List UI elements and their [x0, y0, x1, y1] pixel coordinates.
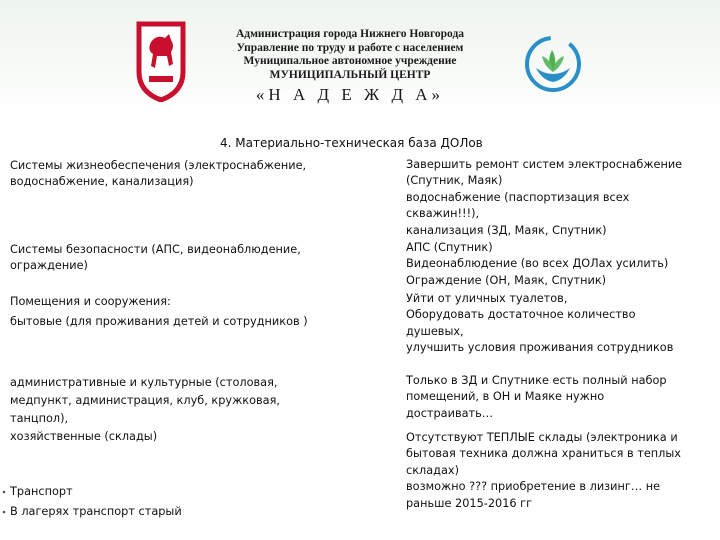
row-right-warehouses — [406, 430, 718, 512]
row-right-security — [406, 240, 718, 289]
hands-logo-icon — [522, 34, 584, 94]
org-line-3: Муниципальное автономное учреждение — [243, 55, 457, 67]
section-title: 4. Материально-техническая база ДОЛов — [220, 136, 483, 150]
text-line: Уйти от уличных туалетов, — [406, 292, 568, 305]
header-banner — [0, 0, 720, 122]
text-line: возможно ??? приобретение в лизинг… не — [406, 480, 661, 494]
row-right-admin — [406, 373, 718, 422]
text-line: помещений, в ОН и Маяке нужно — [406, 390, 605, 404]
text-line: раньше 2015-2016 гг — [406, 496, 533, 510]
text-line: складах) — [406, 463, 460, 477]
text-line: бытовая техника должна храниться в теплых — [406, 447, 681, 461]
text-line: Только в ЗД и Спутнике есть полный набор — [406, 374, 667, 387]
text-line: Завершить ремонт систем электроснабжение — [406, 158, 683, 171]
text-line: Ограждение (ОН, Маяк, Спутник) — [406, 273, 607, 287]
text-line: душевых, — [406, 324, 464, 338]
text-line: ограждение) — [10, 259, 88, 273]
text-line: достраивать… — [406, 406, 494, 420]
text-line: водоснабжение, канализация) — [10, 175, 194, 189]
text-line: Оборудовать достаточное количество — [406, 308, 636, 322]
text-line: улучшить условия проживания сотрудников — [406, 341, 674, 355]
text-line: Системы безопасности (АПС, видеонаблюдение, — [10, 243, 301, 256]
text-line: административные и культурные (столовая, — [10, 376, 278, 389]
row-left-premises — [10, 294, 380, 331]
header-text — [200, 28, 500, 108]
row-left-transport — [10, 482, 380, 522]
row-right-life-support — [406, 157, 718, 239]
text-line: скважин!!!), — [406, 207, 480, 221]
text-line: канализация (ЗД, Маяк, Спутник) — [406, 223, 607, 237]
org-line-1: Администрация города Нижнего Новгорода — [235, 28, 465, 40]
text-line: танцпол), — [10, 412, 69, 425]
org-name: «Н А Д Е Ж Д А» — [255, 85, 445, 104]
row-left-admin — [10, 374, 380, 446]
text-line: В лагерях транспорт старый — [10, 505, 182, 518]
text-line: Транспорт — [10, 485, 73, 498]
row-left-security — [10, 242, 380, 275]
text-line: медпункт, администрация, клуб, кружковая, — [10, 394, 280, 407]
text-line: Видеонаблюдение (во всех ДОЛах усилить) — [406, 257, 669, 271]
text-line: АПС (Спутник) — [406, 241, 493, 254]
text-line: (Спутник, Маяк) — [406, 174, 503, 188]
margin-dots — [2, 484, 6, 524]
text-line: бытовые (для проживания детей и сотрудников ) — [10, 315, 308, 329]
text-line: Системы жизнеобеспечения (электроснабжение, — [10, 159, 307, 172]
row-left-life-support — [10, 158, 380, 191]
text-line: водоснабжение (паспортизация всех — [406, 190, 630, 204]
row-right-premises — [406, 291, 718, 357]
text-line: Помещения и сооружения: — [10, 295, 171, 308]
text-line: хозяйственные (склады) — [10, 430, 158, 443]
text-line: Отсутствуют ТЕПЛЫЕ склады (электроника и — [406, 431, 678, 444]
org-line-4: МУНИЦИПАЛЬНЫЙ ЦЕНТР — [269, 68, 431, 81]
org-line-2: Управление по труду и работе с населением — [236, 41, 464, 54]
coat-of-arms-icon — [135, 20, 187, 102]
